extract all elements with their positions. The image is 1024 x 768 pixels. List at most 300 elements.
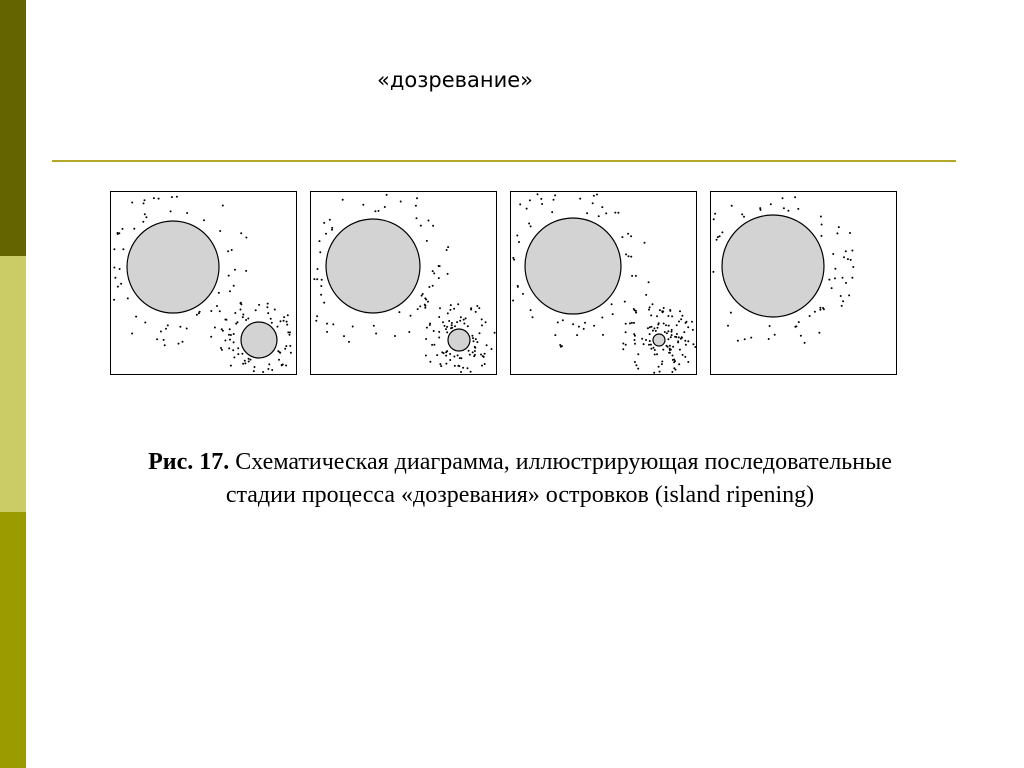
adatom-dot [557, 321, 559, 323]
adatom-dot [819, 307, 821, 309]
adatom-dot [182, 341, 184, 343]
adatom-dot [794, 196, 796, 198]
adatom-dot [319, 251, 321, 253]
adatom-dot [428, 220, 430, 222]
adatom-dot [634, 339, 636, 341]
adatom-dot [348, 341, 350, 343]
adatom-dot [659, 309, 661, 311]
adatom-dot [691, 321, 693, 323]
adatom-dot [630, 235, 632, 237]
adatom-dot [484, 363, 486, 365]
adatom-dot [768, 338, 770, 340]
adatom-dot [631, 275, 633, 277]
adatom-dot [470, 307, 472, 309]
adatom-dot [694, 346, 696, 348]
adatom-dot [491, 348, 493, 350]
adatom-dot [320, 285, 322, 287]
sidebar-stripe-top [0, 0, 26, 256]
adatom-dot [671, 331, 673, 333]
adatom-dot [653, 347, 655, 349]
adatom-dot [242, 363, 244, 365]
adatom-dot [851, 250, 853, 252]
adatom-dot [643, 343, 645, 345]
adatom-dot [457, 354, 459, 356]
adatom-dot [323, 222, 325, 224]
adatom-dot [422, 293, 424, 295]
adatom-dot [800, 335, 802, 337]
adatom-dot [253, 370, 255, 372]
adatom-dot [845, 282, 847, 284]
adatom-dot [323, 302, 325, 304]
adatom-dot [649, 326, 651, 328]
adatom-dot [654, 354, 656, 356]
stage-diagram-4 [711, 192, 898, 376]
adatom-dot [559, 344, 561, 346]
adatom-dot [216, 305, 218, 307]
adatom-dot [667, 330, 669, 332]
adatom-dot [453, 356, 455, 358]
adatom-dot [712, 271, 714, 273]
adatom-dot [165, 328, 167, 330]
adatom-dot [537, 193, 539, 195]
adatom-dot [439, 363, 441, 365]
adatom-dot [237, 321, 239, 323]
adatom-dot [442, 321, 444, 323]
adatom-dot [648, 344, 650, 346]
adatom-dot [530, 309, 532, 311]
adatom-dot [713, 218, 715, 220]
adatom-dot [475, 311, 477, 313]
adatom-dot [433, 330, 435, 332]
adatom-dot [629, 322, 631, 324]
adatom-dot [234, 269, 236, 271]
adatom-dot [441, 351, 443, 353]
adatom-dot [445, 363, 447, 365]
adatom-dot [221, 328, 223, 330]
adatom-dot [804, 342, 806, 344]
adatom-dot [530, 225, 532, 227]
adatom-dot [228, 334, 230, 336]
adatom-dot [384, 206, 386, 208]
adatom-dot [476, 305, 478, 307]
adatom-dot [628, 255, 630, 257]
adatom-dot [645, 294, 647, 296]
adatom-dot [463, 323, 465, 325]
adatom-dot [228, 347, 230, 349]
adatom-dot [678, 363, 680, 365]
adatom-dot [683, 331, 685, 333]
adatom-dot [809, 315, 811, 317]
adatom-dot [386, 194, 388, 196]
adatom-dot [474, 346, 476, 348]
adatom-dot [469, 354, 471, 356]
adatom-dot [472, 337, 474, 339]
adatom-dot [848, 294, 850, 296]
adatom-dot [113, 299, 115, 301]
adatom-dot [117, 286, 119, 288]
adatom-dot [432, 225, 434, 227]
adatom-dot [852, 266, 854, 268]
adatom-dot [228, 275, 230, 277]
adatom-dot [832, 253, 834, 255]
adatom-dot [237, 347, 239, 349]
adatom-dot [528, 223, 530, 225]
adatom-dot [517, 286, 519, 288]
figure-caption [60, 446, 980, 512]
adatom-dot [451, 324, 453, 326]
adatom-dot [286, 321, 288, 323]
adatom-dot [352, 326, 354, 328]
adatom-dot [657, 327, 659, 329]
adatom-dot [670, 349, 672, 351]
adatom-dot [617, 212, 619, 214]
adatom-dot [647, 327, 649, 329]
adatom-dot [445, 328, 447, 330]
adatom-dot [242, 314, 244, 316]
adatom-dot [684, 340, 686, 342]
adatom-dot [375, 333, 377, 335]
adatom-dot [668, 325, 670, 327]
adatom-dot [240, 302, 242, 304]
adatom-dot [637, 368, 639, 370]
adatom-dot [258, 304, 260, 306]
adatom-dot [553, 199, 555, 201]
adatom-dot [225, 319, 227, 321]
adatom-dot [719, 235, 721, 237]
adatom-dot [447, 312, 449, 314]
adatom-dot [438, 337, 440, 339]
adatom-dot [240, 232, 242, 234]
adatom-dot [484, 353, 486, 355]
adatom-dot [679, 310, 681, 312]
adatom-dot [227, 250, 229, 252]
adatom-dot [838, 226, 840, 228]
small-island [653, 334, 665, 346]
adatom-dot [457, 303, 459, 305]
adatom-dot [598, 215, 600, 217]
adatom-dot [717, 236, 719, 238]
adatom-dot [650, 344, 652, 346]
adatom-dot [220, 347, 222, 349]
adatom-dot [326, 331, 328, 333]
adatom-dot [153, 197, 155, 199]
adatom-dot [321, 279, 323, 281]
adatom-dot [449, 353, 451, 355]
adatom-dot [526, 208, 528, 210]
caption-text-line2: стадии процесса «дозревания» островков (island ripening) [225, 482, 815, 508]
adatom-dot [445, 355, 447, 357]
adatom-dot [635, 310, 637, 312]
adatom-dot [127, 297, 129, 299]
adatom-dot [171, 196, 173, 198]
adatom-dot [481, 365, 483, 367]
adatom-dot [782, 197, 784, 199]
adatom-dot [650, 314, 652, 316]
adatom-dot [329, 219, 331, 221]
adatom-dot [529, 199, 531, 201]
adatom-dot [203, 219, 205, 221]
adatom-dot [119, 268, 121, 270]
adatom-dot [671, 315, 673, 317]
stage-diagram-2 [311, 192, 498, 376]
adatom-dot [622, 343, 624, 345]
adatom-dot [684, 356, 686, 358]
adatom-dot [633, 322, 635, 324]
adatom-dot [451, 327, 453, 329]
adatom-dot [578, 326, 580, 328]
small-island [241, 322, 277, 358]
adatom-dot [644, 242, 646, 244]
adatom-dot [133, 228, 135, 230]
adatom-dot [658, 366, 660, 368]
adatom-dot [663, 307, 665, 309]
adatom-dot [474, 350, 476, 352]
adatom-dot [625, 253, 627, 255]
stage-diagram-3 [511, 192, 698, 376]
adatom-dot [233, 333, 235, 335]
adatom-dot [410, 315, 412, 317]
adatom-dot [447, 273, 449, 275]
adatom-dot [378, 210, 380, 212]
adatom-dot [651, 326, 653, 328]
adatom-dot [250, 359, 252, 361]
adatom-dot [415, 205, 417, 207]
adatom-dot [560, 346, 562, 348]
adatom-dot [342, 199, 344, 201]
adatom-dot [458, 365, 460, 367]
adatom-dot [661, 310, 663, 312]
adatom-dot [176, 196, 178, 198]
adatom-dot [635, 275, 637, 277]
adatom-dot [332, 323, 334, 325]
adatom-dot [325, 233, 327, 235]
adatom-dot [450, 304, 452, 306]
adatom-dot [438, 277, 440, 279]
adatom-dot [730, 312, 732, 314]
caption-label: Рис. 17. [148, 449, 230, 475]
adatom-dot [425, 299, 427, 301]
adatom-dot [667, 338, 669, 340]
adatom-dot [286, 324, 288, 326]
adatom-dot [641, 338, 643, 340]
adatom-dot [113, 267, 115, 269]
adatom-dot [394, 335, 396, 337]
adatom-dot [770, 203, 772, 205]
adatom-dot [593, 195, 595, 197]
adatom-dot [622, 348, 624, 350]
adatom-dot [425, 338, 427, 340]
adatom-dot [774, 334, 776, 336]
adatom-dot [687, 361, 689, 363]
adatom-dot [224, 340, 226, 342]
adatom-dot [847, 258, 849, 260]
adatom-dot [131, 333, 133, 335]
adatom-dot [229, 328, 231, 330]
adatom-dot [445, 351, 447, 353]
title-divider [52, 160, 956, 162]
adatom-dot [244, 360, 246, 362]
adatom-dot [459, 357, 461, 359]
sidebar-stripe-bottom [0, 512, 26, 768]
adatom-dot [122, 228, 124, 230]
adatom-dot [480, 354, 482, 356]
adatom-dot [178, 343, 180, 345]
adatom-dot [245, 270, 247, 272]
adatom-dot [454, 325, 456, 327]
adatom-dot [681, 315, 683, 317]
adatom-dot [572, 323, 574, 325]
adatom-dot [682, 354, 684, 356]
adatom-dot [654, 349, 656, 351]
adatom-dot [674, 336, 676, 338]
adatom-dot [438, 265, 440, 267]
adatom-dot [468, 350, 470, 352]
adatom-dot [625, 331, 627, 333]
adatom-dot [797, 208, 799, 210]
adatom-dot [219, 310, 221, 312]
adatom-dot [681, 337, 683, 339]
adatom-dot [446, 331, 448, 333]
adatom-dot [120, 283, 122, 285]
adatom-dot [818, 332, 820, 334]
adatom-dot [245, 237, 247, 239]
adatom-dot [798, 321, 800, 323]
adatom-dot [678, 336, 680, 338]
adatom-dot [232, 349, 234, 351]
adatom-dot [131, 202, 133, 204]
adatom-dot [522, 293, 524, 295]
adatom-dot [649, 340, 651, 342]
adatom-dot [471, 335, 473, 337]
adatom-dot [278, 359, 280, 361]
adatom-dot [667, 315, 669, 317]
adatom-dot [605, 212, 607, 214]
adatom-dot [398, 311, 400, 313]
adatom-dot [289, 331, 291, 333]
adatom-dot [313, 278, 315, 280]
adatom-dot [672, 346, 674, 348]
adatom-dot [454, 365, 456, 367]
adatom-dot [583, 328, 585, 330]
adatom-dot [290, 352, 292, 354]
adatom-dot [233, 285, 235, 287]
adatom-dot [240, 303, 242, 305]
adatom-dot [156, 338, 158, 340]
adatom-dot [444, 325, 446, 327]
adatom-dot [287, 314, 289, 316]
adatom-dot [562, 319, 564, 321]
adatom-dot [823, 308, 825, 310]
adatom-dot [672, 355, 674, 357]
adatom-dot [451, 322, 453, 324]
adatom-dot [676, 333, 678, 335]
adatom-dot [113, 248, 115, 250]
adatom-dot [593, 325, 595, 327]
adatom-dot [331, 227, 333, 229]
adatom-dot [210, 310, 212, 312]
adatom-dot [144, 213, 146, 215]
adatom-dot [554, 194, 556, 196]
adatom-dot [266, 306, 268, 308]
adatom-dot [186, 212, 188, 214]
adatom-dot [649, 333, 651, 335]
adatom-dot [400, 201, 402, 203]
caption-text-line1: Схематическая диаграмма, иллюстрирующая последовательные [235, 449, 892, 475]
adatom-dot [687, 326, 689, 328]
adatom-dot [820, 216, 822, 218]
adatom-dot [231, 249, 233, 251]
adatom-dot [470, 371, 472, 373]
adatom-dot [428, 286, 430, 288]
adatom-dot [737, 340, 739, 342]
adatom-dot [426, 240, 428, 242]
adatom-dot [669, 310, 671, 312]
adatom-dot [267, 368, 269, 370]
adatom-dot [433, 344, 435, 346]
adatom-dot [831, 287, 833, 289]
adatom-dot [540, 198, 542, 200]
adatom-dot [463, 319, 465, 321]
adatom-dot [645, 339, 647, 341]
large-island [722, 215, 824, 317]
adatom-dot [579, 198, 581, 200]
large-island [127, 221, 219, 313]
adatom-dot [319, 240, 321, 242]
adatom-dot [271, 369, 273, 371]
adatom-dot [541, 203, 543, 205]
adatom-dot [448, 320, 450, 322]
adatom-dot [783, 207, 785, 209]
adatom-dot [671, 371, 673, 373]
adatom-dot [627, 233, 629, 235]
adatom-dot [284, 348, 286, 350]
adatom-dot [277, 326, 279, 328]
adatom-dot [179, 326, 181, 328]
adatom-dot [648, 281, 650, 283]
adatom-dot [229, 290, 231, 292]
adatom-dot [634, 335, 636, 337]
adatom-dot [714, 213, 716, 215]
adatom-dot [117, 232, 119, 234]
adatom-dot [668, 352, 670, 354]
adatom-dot [596, 194, 598, 196]
adatom-dot [267, 303, 269, 305]
adatom-dot [316, 315, 318, 317]
adatom-dot [219, 230, 221, 232]
adatom-dot [221, 349, 223, 351]
adatom-dot [362, 204, 364, 206]
adatom-dot [828, 279, 830, 281]
adatom-dot [233, 341, 235, 343]
adatom-dot [744, 338, 746, 340]
adatom-dot [145, 216, 147, 218]
adatom-dot [326, 323, 328, 325]
adatom-dot [481, 324, 483, 326]
adatom-dot [343, 335, 345, 337]
adatom-dot [669, 345, 671, 347]
adatom-dot [440, 365, 442, 367]
adatom-dot [283, 316, 285, 318]
adatom-dot [513, 259, 515, 261]
stage-panel-4 [710, 191, 897, 375]
adatom-dot [841, 305, 843, 307]
adatom-dot [650, 348, 652, 350]
adatom-dot [167, 324, 169, 326]
adatom-dot [656, 353, 658, 355]
adatom-dot [280, 320, 282, 322]
adatom-dot [462, 367, 464, 369]
adatom-dot [814, 311, 816, 313]
